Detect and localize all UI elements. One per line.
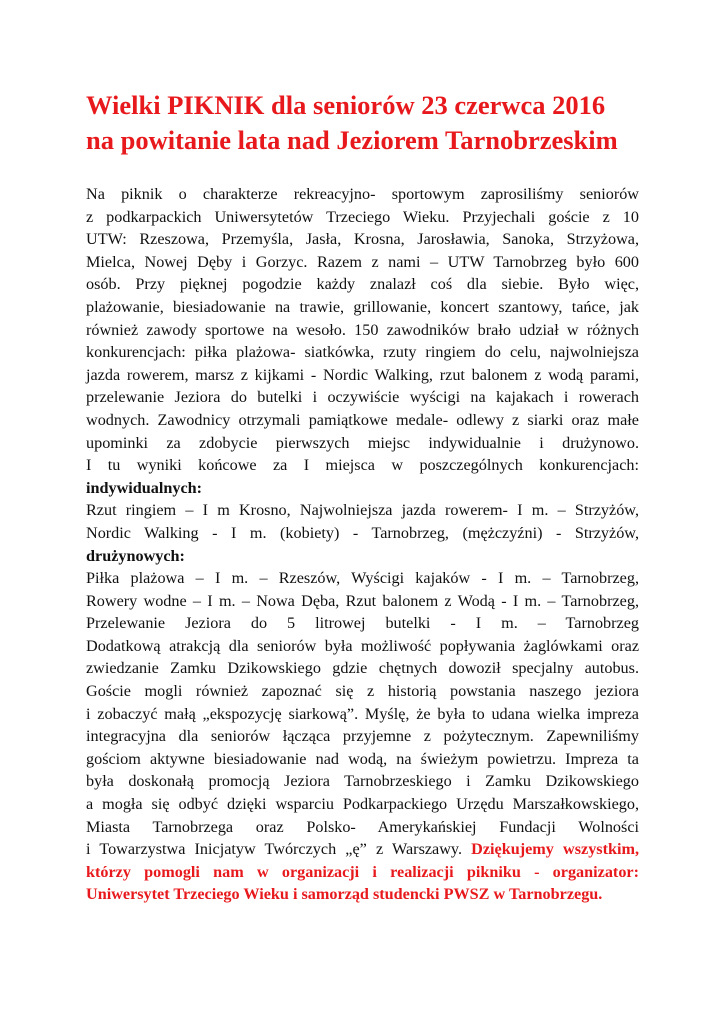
body-line: integracyjna dla seniorów łącząca przyjemne z pożytecznym. Zapewniliśmy <box>86 727 639 746</box>
body-line: jazda rowerem, marsz z kijkami - Nordic Walking, rzut balonem z wodą parami, <box>86 365 639 384</box>
body-line: plażowanie, biesiadowanie na trawie, grillowanie, koncert szantowy, tańce, jak <box>86 297 639 316</box>
document-title <box>86 88 639 158</box>
body-line: konkurencjach: piłka plażowa- siatkówka, rzuty ringiem do celu, najwolniejsza <box>86 343 639 362</box>
title-line-1: Wielki PIKNIK dla seniorów 23 czerwca 2016 <box>86 90 606 120</box>
body-line: Dodatkową atrakcją dla seniorów była możliwość popływania żaglówkami oraz <box>86 636 639 655</box>
body-line: I tu wyniki końcowe za I miejsca w poszczególnych konkurencjach: <box>86 456 639 475</box>
body-line: z podkarpackich Uniwersytetów Trzeciego Wieku. Przyjechali goście z 10 <box>86 207 639 226</box>
body-line: Goście mogli również zapoznać się z historią powstania naszego jeziora <box>86 682 639 701</box>
body-line: i zobaczyć małą „ekspozycję siarkową”. Myślę, że była to udana wielka impreza <box>86 704 639 723</box>
body-line: drużynowych: <box>86 546 185 565</box>
mixed-line <box>86 838 639 861</box>
body-line: Przelewanie Jeziora do 5 litrowej butelki - I m. – Tarnobrzeg <box>86 614 639 633</box>
thanks-line: Uniwersytet Trzeciego Wieku i samorząd studencki PWSZ w Tarnobrzegu. <box>86 885 603 904</box>
body-line: Mielca, Nowej Dęby i Gorzyc. Razem z nami – UTW Tarnobrzeg było 600 <box>86 252 639 271</box>
body-lines <box>86 183 639 838</box>
body-line: Nordic Walking - I m. (kobiety) - Tarnobrzeg, (mężczyźni) - Strzyżów, <box>86 523 639 542</box>
body-line: Rowery wodne – I m. – Nowa Dęba, Rzut balonem z Wodą - I m. – Tarnobrzeg, <box>86 591 639 610</box>
article-body <box>86 183 639 906</box>
body-line: zwiedzanie Zamku Dzikowskiego gdzie chętnych dowoził specjalny autobus. <box>86 659 639 678</box>
mixed-line-red: Dziękujemy wszystkim, <box>471 840 640 859</box>
closing-thanks <box>86 861 639 906</box>
body-line: również zawody sportowe na wesoło. 150 zawodników brało udział w różnych <box>86 320 639 339</box>
body-line: indywidualnych: <box>86 478 203 497</box>
body-line: upominki za zdobycie pierwszych miejsc indywidualnie i drużynowo. <box>86 433 639 452</box>
mixed-line-normal: i Towarzystwa Inicjatyw Twórczych „ę” z Warszawy. <box>86 840 463 859</box>
body-line: Rzut ringiem – I m Krosno, Najwolniejsza jazda rowerem- I m. – Strzyżów, <box>86 501 639 520</box>
body-line: a mogła się odbyć dzięki wsparciu Podkarpackiego Urzędu Marszałkowskiego, <box>86 795 639 814</box>
body-line: przelewanie Jeziora do butelki i oczywiście wyścigi na kajakach i rowerach <box>86 388 639 407</box>
body-line: wodnych. Zawodnicy otrzymali pamiątkowe medale- odlewy z siarki oraz małe <box>86 410 639 429</box>
thanks-line: którzy pomogli nam w organizacji i realizacji pikniku - organizator: <box>86 862 639 881</box>
body-line: Miasta Tarnobrzega oraz Polsko- Amerykańskiej Fundacji Wolności <box>86 817 639 836</box>
body-line: Na piknik o charakterze rekreacyjno- sportowym zaprosiliśmy seniorów <box>86 185 639 203</box>
body-line: była doskonałą promocją Jeziora Tarnobrzeskiego i Zamku Dzikowskiego <box>86 772 639 791</box>
document-page <box>86 88 639 906</box>
body-line: Piłka plażowa – I m. – Rzeszów, Wyścigi kajaków - I m. – Tarnobrzeg, <box>86 569 639 588</box>
body-line: gościom aktywne biesiadowanie nad wodą, na świeżym powietrzu. Impreza ta <box>86 749 639 768</box>
body-line: UTW: Rzeszowa, Przemyśla, Jasła, Krosna, Jarosławia, Sanoka, Strzyżowa, <box>86 230 639 249</box>
body-line: osób. Przy pięknej pogodzie każdy znalazł coś dla siebie. Było więc, <box>86 275 639 294</box>
title-line-2: na powitanie lata nad Jeziorem Tarnobrzeskim <box>86 125 618 155</box>
